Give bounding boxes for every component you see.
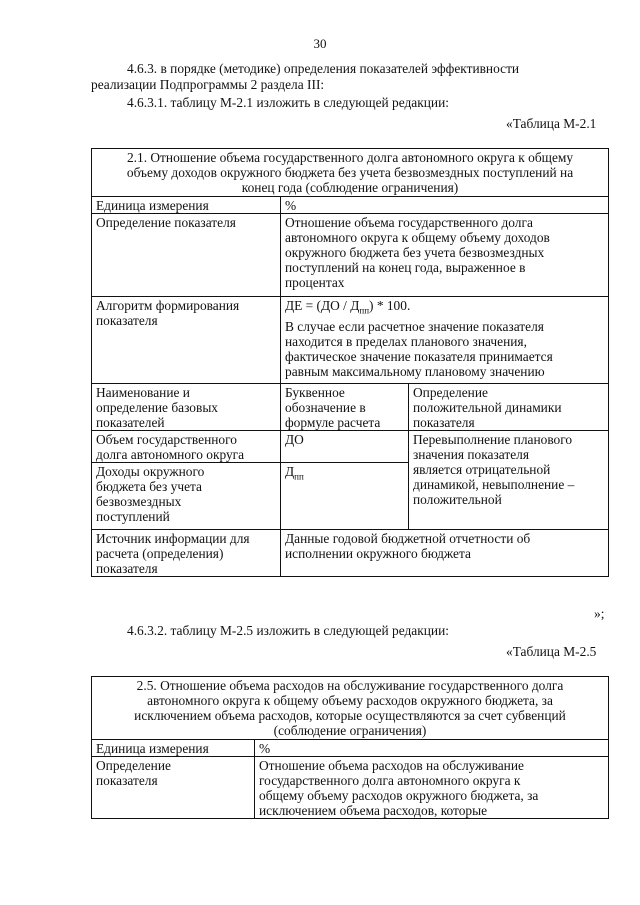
table1-income-symbol: $Д_{пп}$ — [281, 463, 409, 530]
table1-source-label: Источник информации для расчета (определения) показателя — [92, 530, 281, 577]
table1-dynamics-value: Перевыполнение планового значения показателя является отрицательной динамикой, невыполнение – положительной — [409, 431, 609, 530]
table2-title: 2.5. Отношение объема расходов на обслуживание государственного долга автономного округа к общему объему расходов окружного бюджета, за исключением объема расходов, которые осуществляются за счет субвенций (соблюдение ограничения) — [92, 677, 609, 740]
table1-source-value: Данные годовой бюджетной отчетности об исполнении окружного бюджета — [281, 530, 609, 577]
table1-unit-row — [92, 197, 609, 214]
table1-base-header-row — [92, 384, 609, 431]
table1-dynamics-header: Определение положительной динамики показателя — [409, 384, 609, 431]
item-4-6-3-2: 4.6.3.2. таблицу М-2.5 изложить в следующей редакции: — [127, 623, 449, 638]
intro-line-2: реализации Подпрограммы 2 раздела III: — [91, 77, 325, 92]
table1-base-header: Наименование и определение базовых показателей — [92, 384, 281, 431]
table1-unit-label: Единица измерения — [92, 197, 281, 214]
table1-debt-row — [92, 431, 609, 463]
table1-algorithm-row — [92, 297, 609, 384]
table1-definition-value: Отношение объема государственного долга автономного округа к общему объему доходов окружного бюджета без учета безвозмездных поступлений на конец года, выраженное в процентах — [281, 214, 609, 297]
page-number: 30 — [313, 36, 327, 51]
table2-unit-value: % — [255, 740, 609, 757]
table1-letter-header: Буквенное обозначение в формуле расчета — [281, 384, 409, 431]
closing-mark: »; — [594, 606, 605, 621]
formula: ДЕ = $(ДО / Д_{пп}) * 100$. — [285, 298, 411, 316]
table1-title: 2.1. Отношение объема государственного долга автономного округа к общему объему доходов окружного бюджета без учета безвозмездных поступлений на конец года (соблюдение ограничения) — [92, 149, 609, 197]
table1-definition-row — [92, 214, 609, 297]
table-label-m21: «Таблица М-2.1 — [506, 116, 597, 131]
table1-debt-label: Объем государственного долга автономного округа — [92, 431, 281, 463]
table2-unit-row — [92, 740, 609, 757]
table1-source-row — [92, 530, 609, 577]
table-label-m25: «Таблица М-2.5 — [506, 644, 597, 659]
table1-debt-symbol: ДО — [281, 431, 409, 463]
table1-algorithm-value: ДЕ = $(ДО / Д_{пп}) * 100$. В случае если расчетное значение показателя находится в пределах планового значения, фактическое значение показателя принимается равным максимальному плановому значению — [281, 297, 609, 384]
table2-unit-label: Единица измерения — [92, 740, 255, 757]
table2-definition-value: Отношение объема расходов на обслуживание государственного долга автономного округа к общему объему расходов окружного бюджета, за исключением объема расходов, которые — [255, 757, 609, 819]
table-m2-5 — [91, 676, 609, 819]
table1-income-label: Доходы окружного бюджета без учета безвозмездных поступлений — [92, 463, 281, 530]
table1-unit-value: % — [281, 197, 609, 214]
table2-definition-label: Определение показателя — [92, 757, 255, 819]
table2-title-row — [92, 677, 609, 740]
table2-definition-row — [92, 757, 609, 819]
intro-line-1: 4.6.3. в порядке (методике) определения показателей эффективности — [127, 61, 520, 76]
table-m2-1 — [91, 148, 609, 577]
table1-definition-label: Определение показателя — [92, 214, 281, 297]
table1-title-row — [92, 149, 609, 197]
table1-algorithm-label: Алгоритм формирования показателя — [92, 297, 281, 384]
intro-line-3: 4.6.3.1. таблицу М-2.1 изложить в следующей редакции: — [127, 95, 449, 110]
